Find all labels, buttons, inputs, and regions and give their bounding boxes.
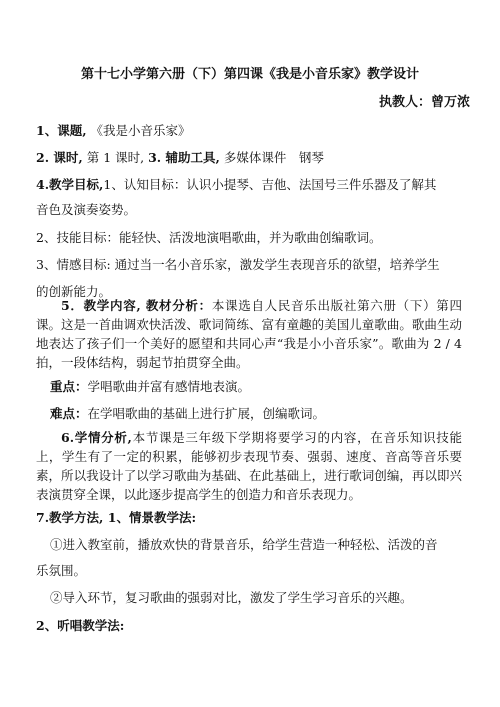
key-text: 学唱歌曲并富有感情地表演。 <box>87 379 251 394</box>
method-item-1-line-2: 乐氛围。 <box>36 563 87 578</box>
page-title: 第十七小学第六册（下）第四课《我是小音乐家》教学设计 <box>80 67 419 82</box>
method-item-2: ②导入环节，复习歌曲的强弱对比，激发了学生学习音乐的兴趣。 <box>50 590 413 605</box>
emotion-goal-line-1: 3、情感目标: 通过当一名小音乐家，激发学生表现音乐的欲望，培养学生 <box>36 257 440 272</box>
key-label: 重点： <box>50 379 88 394</box>
content-analysis-paragraph <box>36 296 462 372</box>
hours-text: 第 1 课时, <box>86 150 145 165</box>
hours-tools-line <box>36 149 466 166</box>
listen-heading: 2、听唱教学法: <box>36 618 125 633</box>
teacher-name: 执教人：曾万浓 <box>378 95 470 110</box>
analysis-label: 6.学情分析, <box>61 430 132 445</box>
method-heading: 7.教学方法, 1、情景教学法: <box>36 510 197 525</box>
goals-text-1: 1、认知目标：认识小提琴、吉他、法国号三件乐器及了解其 <box>103 177 437 192</box>
key-point <box>50 378 480 395</box>
goals-line-2: 音色及演奏姿势。 <box>36 202 137 217</box>
goals-label: 4.教学目标, <box>36 177 104 192</box>
hours-label: 2. 课时, <box>36 150 83 165</box>
lesson-text: 《我是小音乐家》 <box>90 123 191 138</box>
content-text: 本课选自人民音乐出版社第六册（下）第四课。这是一首曲调欢快活泼、歌词简练、富有童趣的美国儿童歌曲。歌曲生动地表达了孩子们一个美好的愿望和共同心声“我是小小音乐家”。歌曲为 2 / 4 拍，一段体结构，弱起节拍贯穿全曲。 <box>36 298 462 370</box>
tools-label: 3. 辅助工具, <box>148 150 220 165</box>
difficult-point <box>50 405 480 422</box>
skill-goal: 2、技能目标：能轻快、活泼地演唱歌曲，并为歌曲创编歌词。 <box>36 230 382 245</box>
content-label: 5．教学内容, 教材分析： <box>61 298 212 313</box>
emotion-goal-line-2: 的创新能力。 <box>36 284 112 299</box>
analysis-text: 本节课是三年级下学期将要学习的内容，在音乐知识技能上，学生有了一定的积累，能够初步表现节奏、强弱、速度、音高等音乐要素，所以我设计了以学习歌曲为基础、在此基础上，进行歌词创编，再以即兴表演贯穿全课，以此逐步提高学生的创造力和音乐表现力。 <box>36 430 462 502</box>
goals-line-1 <box>36 176 466 193</box>
student-analysis-paragraph <box>36 428 462 504</box>
tools-text: 多媒体课件 钢琴 <box>223 150 324 165</box>
lesson-label: 1、课题, <box>36 123 87 138</box>
method-item-1-line-1: ①进入教室前，播放欢快的背景音乐，给学生营造一种轻松、活泼的音 <box>50 537 438 552</box>
lesson-title-line <box>36 122 466 139</box>
difficult-text: 在学唱歌曲的基础上进行扩展，创编歌词。 <box>87 406 326 421</box>
difficult-label: 难点： <box>50 406 88 421</box>
